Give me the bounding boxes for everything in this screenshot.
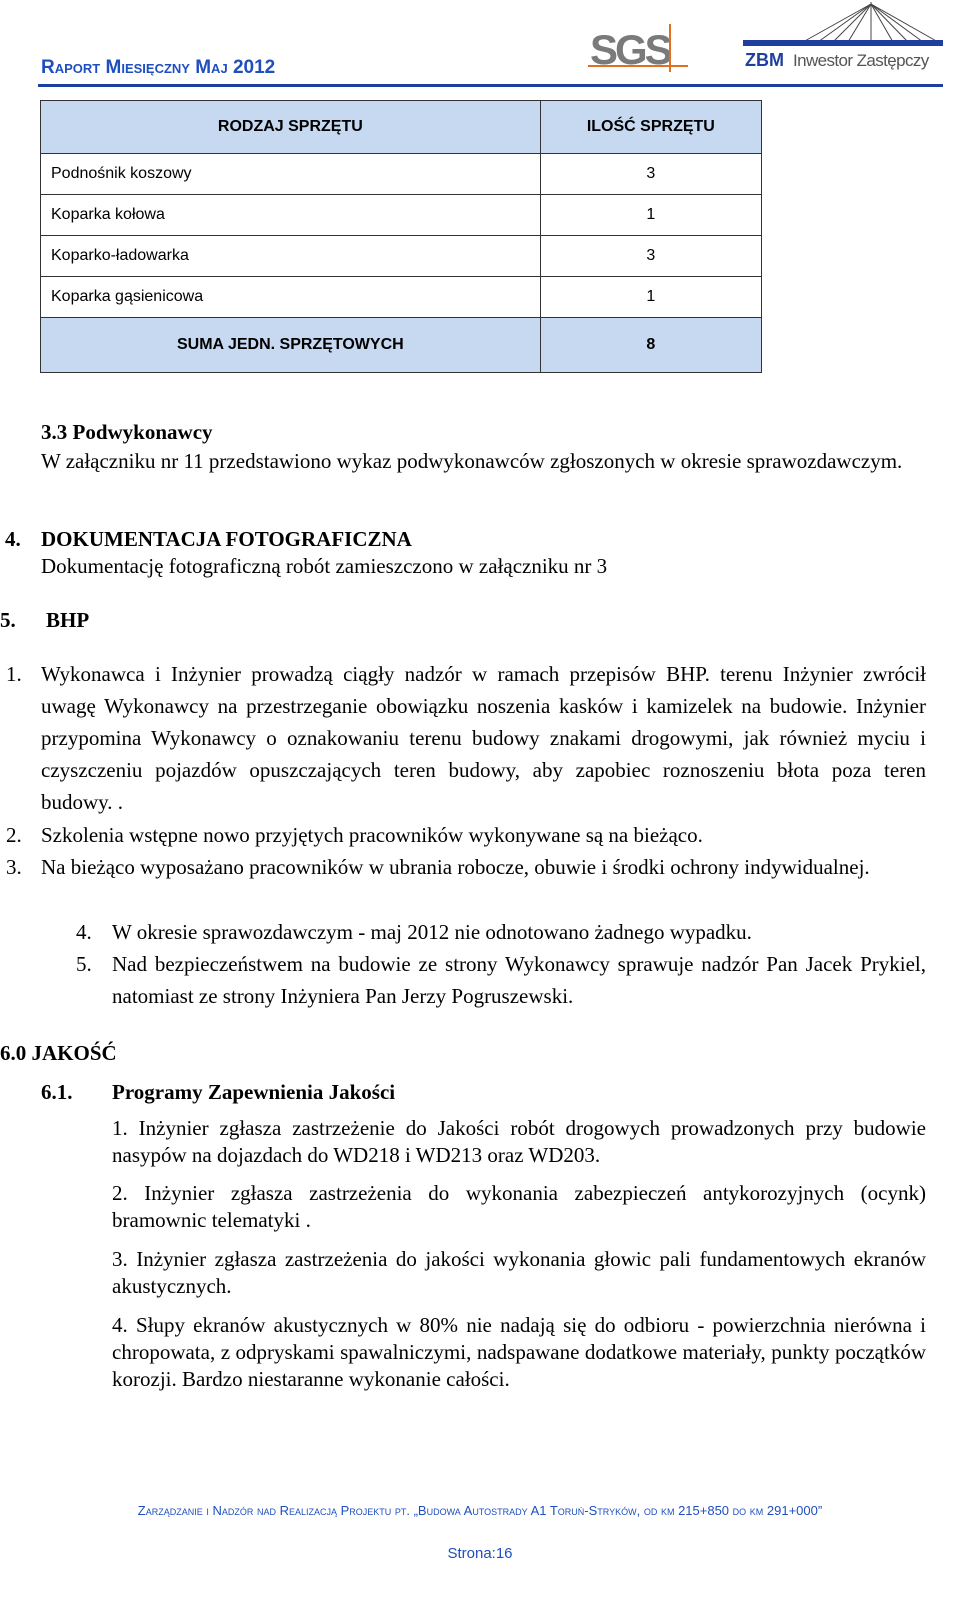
bhp-item-number: 5.	[76, 952, 92, 976]
svg-text:Inwestor Zastępczy: Inwestor Zastępczy	[793, 51, 929, 70]
equipment-qty: 1	[540, 195, 761, 236]
section-4-number: 4.	[5, 527, 21, 551]
sgs-logo	[588, 20, 698, 76]
table-row	[41, 277, 762, 318]
col-header-quantity: ILOŚĆ SPRZĘTU	[540, 101, 761, 154]
quality-item: 1. Inżynier zgłasza zastrzeżenie do Jakości robót drogowych prowadzonych przy budowie nasypów na dojazdach do WD218 i WD213 oraz WD203.	[112, 1116, 926, 1167]
bhp-item-text: W okresie sprawozdawczym - maj 2012 nie odnotowano żadnego wypadku.	[112, 920, 752, 944]
page-number	[0, 1545, 960, 1562]
bhp-item-number: 1.	[6, 662, 22, 686]
equipment-qty: 3	[540, 154, 761, 195]
equipment-name: Koparka gąsienicowa	[41, 277, 541, 318]
table-row	[41, 154, 762, 195]
table-row	[41, 236, 762, 277]
section-6-heading: 6.0 JAKOŚĆ	[0, 1041, 117, 1065]
table-sum-row	[41, 318, 762, 373]
equipment-table	[40, 100, 762, 373]
bhp-item-text: Wykonawca i Inżynier prowadzą ciągły nadzór w ramach przepisów BHP. terenu Inżynier zwrócił uwagę Wykonawcy na przestrzeganie obowiązku noszenia kasków i kamizelek na budowie. Inżynier przypomina Wykonawcy o oznakowaniu terenu budowy znakami drogowymi, jak również myciu i czyszczeniu pojazdów opuszczających teren budowy, aby zapobiec roznoszeniu błota poza teren budowy. .	[41, 662, 926, 814]
svg-text:ZBM: ZBM	[745, 50, 784, 70]
page-value: 16	[495, 1545, 513, 1562]
table-header-row	[41, 101, 762, 154]
bhp-item-number: 3.	[6, 855, 22, 879]
section-4-text: Dokumentację fotograficzną robót zamieszczono w załączniku nr 3	[41, 554, 608, 578]
bhp-item-text: Nad bezpieczeństwem na budowie ze strony Wykonawcy sprawuje nadzór Pan Jacek Prykiel, natomiast ze strony Inżyniera Pan Jerzy Pogruszewski.	[112, 952, 926, 1008]
section-4-heading: DOKUMENTACJA FOTOGRAFICZNA	[41, 527, 412, 551]
section-3-3-text: W załączniku nr 11 przedstawiono wykaz podwykonawców zgłoszonych w okresie sprawozdawczym.	[41, 449, 903, 473]
col-header-equipment: RODZAJ SPRZĘTU	[41, 101, 541, 154]
section-3-3-heading: 3.3 Podwykonawcy	[41, 420, 213, 444]
report-title: Raport Miesięczny Maj 2012	[41, 57, 276, 78]
bhp-item-text: Na bieżąco wyposażano pracowników w ubrania robocze, obuwie i środki ochrony indywidualnej.	[41, 855, 870, 879]
section-6-1-heading: Programy Zapewnienia Jakości	[112, 1080, 396, 1104]
equipment-name: Koparko-ładowarka	[41, 236, 541, 277]
sum-value: 8	[540, 318, 761, 373]
header-rule	[38, 84, 943, 87]
section-6-1-number: 6.1.	[41, 1080, 73, 1104]
equipment-qty: 3	[540, 236, 761, 277]
quality-item: 2. Inżynier zgłasza zastrzeżenia do wykonania zabezpieczeń antykorozyjnych (ocynk) bramownic telematyki .	[112, 1181, 926, 1232]
bhp-item-number: 2.	[6, 823, 22, 847]
quality-item: 3. Inżynier zgłasza zastrzeżenia do jakości wykonania głowic pali fundamentowych ekranów akustycznych.	[112, 1247, 926, 1298]
page-label: Strona:	[447, 1545, 496, 1562]
bhp-item-text: Szkolenia wstępne nowo przyjętych pracowników wykonywane są na bieżąco.	[41, 823, 703, 847]
equipment-qty: 1	[540, 277, 761, 318]
svg-text:SGS: SGS	[590, 26, 670, 73]
section-5-heading: BHP	[46, 608, 90, 632]
table-row	[41, 195, 762, 236]
quality-item: 4. Słupy ekranów akustycznych w 80% nie nadają się do odbioru - powierzchnia nierówna i chropowata, z odpryskami spawalniczymi, nadspawane dodatkowe materiały, punkty początków korozji. Bardzo niestaranne wykonanie całości.	[112, 1313, 926, 1391]
sum-label: SUMA JEDN. SPRZĘTOWYCH	[41, 318, 541, 373]
equipment-name: Podnośnik koszowy	[41, 154, 541, 195]
zbm-logo	[743, 0, 943, 80]
section-5-number: 5.	[0, 608, 16, 632]
footer-text: Zarządzanie i Nadzór nad Realizacją Projektu pt. „Budowa Autostrady A1 Toruń-Stryków, od km 215+850 do km 291+000”	[137, 1503, 823, 1518]
bhp-item-number: 4.	[76, 920, 92, 944]
equipment-name: Koparka kołowa	[41, 195, 541, 236]
